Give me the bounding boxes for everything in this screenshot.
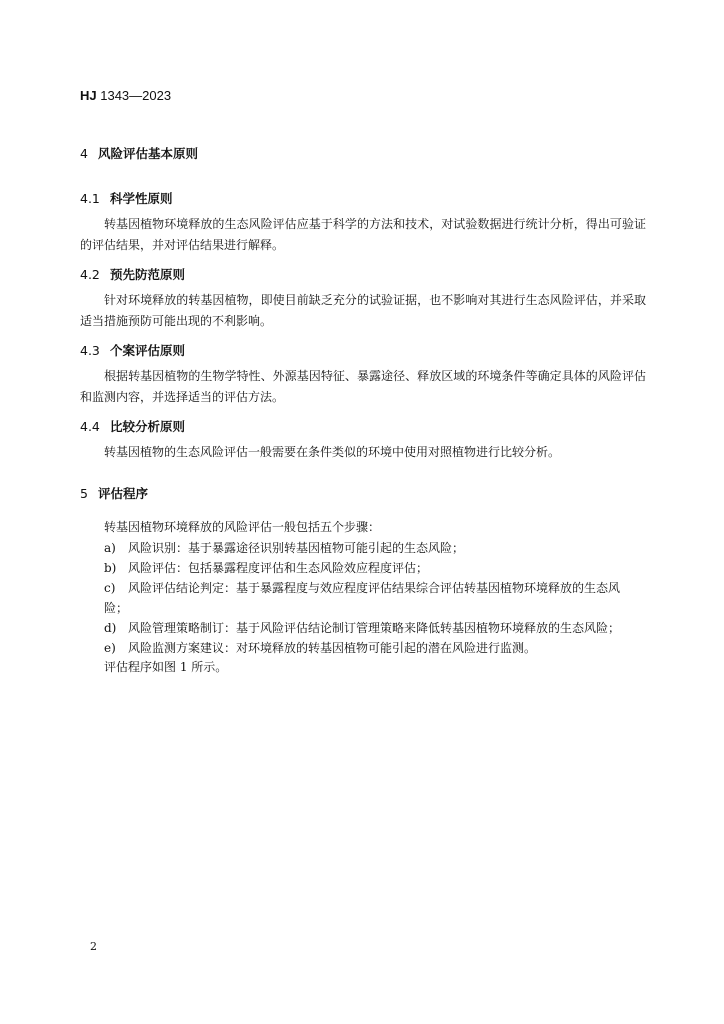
section-4-2-heading: 4.2 预先防范原则	[80, 267, 186, 282]
list-item-a: a) 风险识别：基于暴露途径识别转基因植物可能引起的生态风险；	[104, 541, 465, 555]
list-item-d: d) 风险管理策略制订：基于风险评估结论制订管理策略来降低转基因植物环境释放的生态风险；	[104, 621, 621, 635]
section-4-heading: 4 风险评估基本原则	[80, 146, 199, 161]
document-code: HJ 1343—2023	[80, 88, 172, 103]
list-item-c-continuation: 险；	[104, 601, 129, 615]
section-4-3-paragraph: 根据转基因植物的生物学特性、外源基因特征、暴露途径、释放区域的环境条件等确定具体的风险评估和监测内容，并选择适当的评估方法。	[80, 369, 646, 404]
section-4-2-paragraph: 针对环境释放的转基因植物，即使目前缺乏充分的试验证据，也不影响对其进行生态风险评估，并采取适当措施预防可能出现的不利影响。	[80, 293, 646, 328]
section-5-closing: 评估程序如图 1 所示。	[104, 660, 228, 674]
list-item-e: e) 风险监测方案建议：对环境释放的转基因植物可能引起的潜在风险进行监测。	[104, 641, 537, 655]
list-item-b: b) 风险评估：包括暴露程度评估和生态风险效应程度评估；	[104, 561, 429, 575]
section-4-1-paragraph: 转基因植物环境释放的生态风险评估应基于科学的方法和技术，对试验数据进行统计分析，得出可验证的评估结果，并对评估结果进行解释。	[80, 217, 646, 252]
section-4-3-heading: 4.3 个案评估原则	[80, 343, 186, 358]
section-5-heading: 5 评估程序	[80, 486, 149, 501]
section-4-4-heading: 4.4 比较分析原则	[80, 419, 186, 434]
section-5-intro: 转基因植物环境释放的风险评估一般包括五个步骤：	[104, 520, 381, 534]
section-4-1-heading: 4.1 科学性原则	[80, 191, 173, 206]
section-4-4-paragraph: 转基因植物的生态风险评估一般需要在条件类似的环境中使用对照植物进行比较分析。	[104, 445, 561, 459]
list-item-c: c) 风险评估结论判定：基于暴露程度与效应程度评估结果综合评估转基因植物环境释放的生态风	[104, 581, 621, 595]
page-number: 2	[90, 940, 97, 953]
